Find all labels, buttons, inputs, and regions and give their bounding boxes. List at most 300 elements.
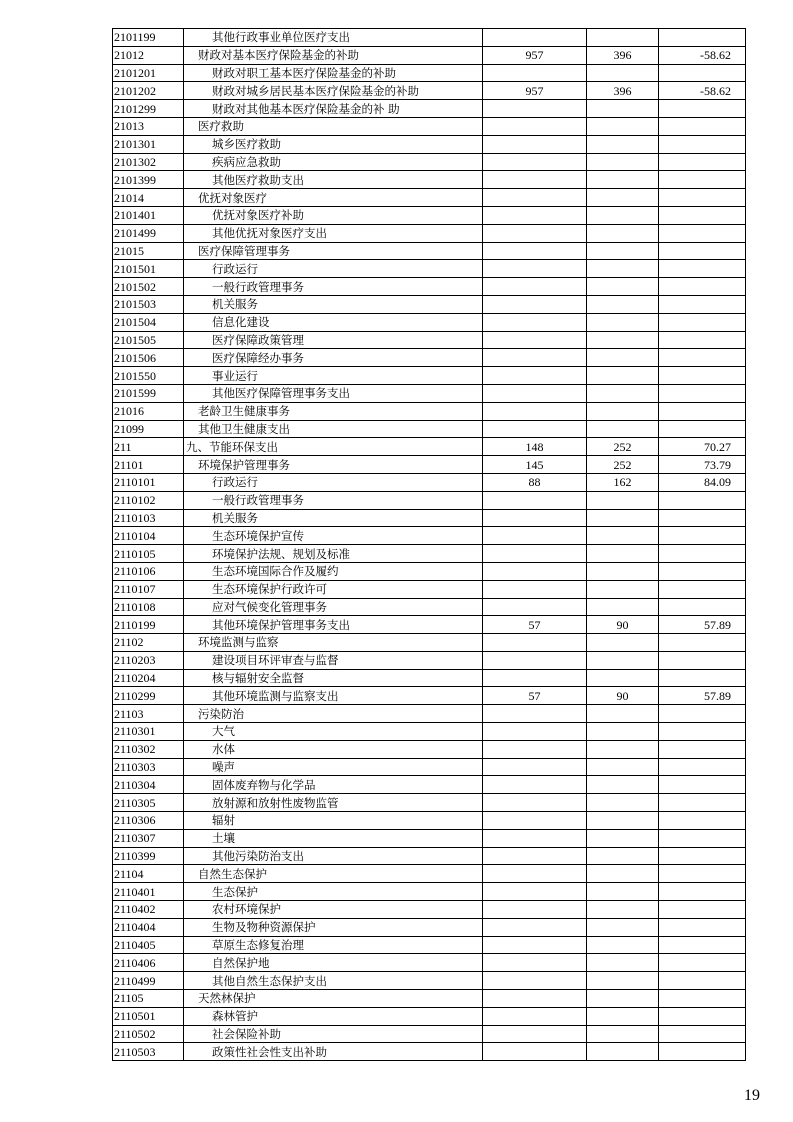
value-cell-3	[659, 420, 746, 438]
value-cell-1	[483, 829, 587, 847]
code-cell: 21102	[113, 634, 184, 652]
value-cell-2	[587, 918, 659, 936]
value-cell-3: 57.89	[659, 687, 746, 705]
table-row	[113, 794, 746, 812]
value-cell-3	[659, 954, 746, 972]
value-cell-2	[587, 420, 659, 438]
value-cell-3	[659, 883, 746, 901]
name-cell: 生态环境保护行政许可	[184, 580, 483, 598]
name-cell: 财政对其他基本医疗保险基金的补 助	[184, 100, 483, 118]
value-cell-1	[483, 758, 587, 776]
table-row	[113, 509, 746, 527]
value-cell-1	[483, 918, 587, 936]
code-cell: 2110101	[113, 473, 184, 491]
value-cell-1: 957	[483, 82, 587, 100]
value-cell-3	[659, 313, 746, 331]
value-cell-1	[483, 331, 587, 349]
name-cell: 土壤	[184, 829, 483, 847]
code-cell: 2101505	[113, 331, 184, 349]
value-cell-2	[587, 242, 659, 260]
name-cell: 医疗保障管理事务	[184, 242, 483, 260]
table-row	[113, 117, 746, 135]
code-cell: 2110503	[113, 1043, 184, 1061]
code-cell: 2110501	[113, 1007, 184, 1025]
table-row	[113, 740, 746, 758]
code-cell: 2101499	[113, 224, 184, 242]
code-cell: 2101301	[113, 135, 184, 153]
table-row	[113, 812, 746, 830]
table-row	[113, 100, 746, 118]
name-cell: 环境保护法规、规划及标准	[184, 545, 483, 563]
code-cell: 2110299	[113, 687, 184, 705]
name-cell: 医疗保障经办事务	[184, 349, 483, 367]
code-cell: 2110399	[113, 847, 184, 865]
table-row	[113, 224, 746, 242]
budget-table	[112, 28, 746, 1061]
value-cell-1	[483, 527, 587, 545]
table-row	[113, 936, 746, 954]
value-cell-1	[483, 723, 587, 741]
value-cell-1	[483, 1025, 587, 1043]
name-cell: 医疗救助	[184, 117, 483, 135]
name-cell: 放射源和放射性废物监管	[184, 794, 483, 812]
name-cell: 生态保护	[184, 883, 483, 901]
table-row	[113, 634, 746, 652]
value-cell-3	[659, 224, 746, 242]
code-cell: 2110301	[113, 723, 184, 741]
value-cell-1	[483, 153, 587, 171]
table-row	[113, 776, 746, 794]
value-cell-1	[483, 954, 587, 972]
value-cell-2	[587, 634, 659, 652]
code-cell: 21101	[113, 456, 184, 474]
value-cell-3	[659, 100, 746, 118]
table-row	[113, 1025, 746, 1043]
code-cell: 211	[113, 438, 184, 456]
value-cell-2	[587, 100, 659, 118]
table-row	[113, 473, 746, 491]
value-cell-2	[587, 580, 659, 598]
table-row	[113, 331, 746, 349]
code-cell: 2101506	[113, 349, 184, 367]
name-cell: 生态环境国际合作及履约	[184, 562, 483, 580]
value-cell-3	[659, 117, 746, 135]
table-row	[113, 829, 746, 847]
value-cell-2	[587, 758, 659, 776]
code-cell: 2110105	[113, 545, 184, 563]
value-cell-3	[659, 865, 746, 883]
value-cell-3	[659, 669, 746, 687]
table-row	[113, 723, 746, 741]
value-cell-1	[483, 794, 587, 812]
value-cell-1	[483, 705, 587, 723]
value-cell-3	[659, 901, 746, 919]
name-cell: 机关服务	[184, 509, 483, 527]
table-row	[113, 972, 746, 990]
value-cell-3	[659, 64, 746, 82]
name-cell: 其他自然生态保护支出	[184, 972, 483, 990]
value-cell-1	[483, 1043, 587, 1061]
code-cell: 2110203	[113, 651, 184, 669]
table-row	[113, 705, 746, 723]
code-cell: 2110304	[113, 776, 184, 794]
table-row	[113, 402, 746, 420]
table-row	[113, 456, 746, 474]
value-cell-2	[587, 865, 659, 883]
code-cell: 2110106	[113, 562, 184, 580]
value-cell-3: 57.89	[659, 616, 746, 634]
name-cell: 医疗保障政策管理	[184, 331, 483, 349]
value-cell-2: 162	[587, 473, 659, 491]
value-cell-3: 84.09	[659, 473, 746, 491]
value-cell-1	[483, 367, 587, 385]
value-cell-1	[483, 812, 587, 830]
value-cell-3	[659, 847, 746, 865]
name-cell: 政策性社会性支出补助	[184, 1043, 483, 1061]
value-cell-3	[659, 776, 746, 794]
code-cell: 2110405	[113, 936, 184, 954]
code-cell: 2101504	[113, 313, 184, 331]
code-cell: 2101202	[113, 82, 184, 100]
name-cell: 其他污染防治支出	[184, 847, 483, 865]
table-row	[113, 349, 746, 367]
table-row	[113, 206, 746, 224]
table-row	[113, 1043, 746, 1061]
code-cell: 2110404	[113, 918, 184, 936]
value-cell-3	[659, 278, 746, 296]
value-cell-1	[483, 135, 587, 153]
name-cell: 城乡医疗救助	[184, 135, 483, 153]
table-row	[113, 545, 746, 563]
code-cell: 2101501	[113, 260, 184, 278]
table-row	[113, 865, 746, 883]
value-cell-2	[587, 189, 659, 207]
value-cell-2	[587, 812, 659, 830]
table-row	[113, 527, 746, 545]
value-cell-1	[483, 64, 587, 82]
name-cell: 建设项目环评审查与监督	[184, 651, 483, 669]
value-cell-1	[483, 598, 587, 616]
table-row	[113, 46, 746, 64]
value-cell-1	[483, 580, 587, 598]
code-cell: 2110204	[113, 669, 184, 687]
value-cell-1	[483, 901, 587, 919]
name-cell: 生态环境保护宣传	[184, 527, 483, 545]
value-cell-3	[659, 171, 746, 189]
value-cell-1	[483, 990, 587, 1008]
name-cell: 污染防治	[184, 705, 483, 723]
value-cell-3	[659, 1025, 746, 1043]
name-cell: 财政对基本医疗保险基金的补助	[184, 46, 483, 64]
name-cell: 其他优抚对象医疗支出	[184, 224, 483, 242]
value-cell-2	[587, 829, 659, 847]
value-cell-2: 90	[587, 616, 659, 634]
value-cell-3	[659, 189, 746, 207]
code-cell: 2110305	[113, 794, 184, 812]
code-cell: 2101299	[113, 100, 184, 118]
name-cell: 一般行政管理事务	[184, 278, 483, 296]
value-cell-3: 73.79	[659, 456, 746, 474]
code-cell: 21012	[113, 46, 184, 64]
value-cell-3	[659, 1043, 746, 1061]
value-cell-1	[483, 29, 587, 47]
value-cell-2	[587, 295, 659, 313]
code-cell: 21099	[113, 420, 184, 438]
code-cell: 2101599	[113, 384, 184, 402]
value-cell-3	[659, 990, 746, 1008]
value-cell-3	[659, 723, 746, 741]
table-row	[113, 901, 746, 919]
name-cell: 自然保护地	[184, 954, 483, 972]
value-cell-2	[587, 901, 659, 919]
code-cell: 2110107	[113, 580, 184, 598]
name-cell: 疾病应急救助	[184, 153, 483, 171]
value-cell-2	[587, 954, 659, 972]
value-cell-2	[587, 990, 659, 1008]
name-cell: 财政对职工基本医疗保险基金的补助	[184, 64, 483, 82]
budget-table-body	[113, 29, 746, 1061]
table-row	[113, 242, 746, 260]
name-cell: 社会保险补助	[184, 1025, 483, 1043]
code-cell: 2110307	[113, 829, 184, 847]
code-cell: 2110303	[113, 758, 184, 776]
value-cell-2	[587, 135, 659, 153]
code-cell: 21104	[113, 865, 184, 883]
value-cell-1	[483, 651, 587, 669]
value-cell-3	[659, 651, 746, 669]
value-cell-2	[587, 64, 659, 82]
code-cell: 2110502	[113, 1025, 184, 1043]
value-cell-3	[659, 349, 746, 367]
name-cell: 行政运行	[184, 473, 483, 491]
value-cell-2	[587, 972, 659, 990]
name-cell: 信息化建设	[184, 313, 483, 331]
code-cell: 21105	[113, 990, 184, 1008]
code-cell: 2110401	[113, 883, 184, 901]
table-row	[113, 758, 746, 776]
table-row	[113, 295, 746, 313]
value-cell-3	[659, 260, 746, 278]
value-cell-2: 90	[587, 687, 659, 705]
name-cell: 其他行政事业单位医疗支出	[184, 29, 483, 47]
code-cell: 2101399	[113, 171, 184, 189]
value-cell-1	[483, 972, 587, 990]
value-cell-1: 148	[483, 438, 587, 456]
name-cell: 固体废弃物与化学品	[184, 776, 483, 794]
value-cell-1	[483, 206, 587, 224]
value-cell-2	[587, 847, 659, 865]
code-cell: 2110199	[113, 616, 184, 634]
table-row	[113, 313, 746, 331]
value-cell-1	[483, 100, 587, 118]
value-cell-3	[659, 331, 746, 349]
value-cell-1	[483, 313, 587, 331]
value-cell-3	[659, 972, 746, 990]
name-cell: 财政对城乡居民基本医疗保险基金的补助	[184, 82, 483, 100]
value-cell-1	[483, 224, 587, 242]
value-cell-1	[483, 278, 587, 296]
value-cell-2: 252	[587, 438, 659, 456]
value-cell-2	[587, 705, 659, 723]
table-row	[113, 651, 746, 669]
table-row	[113, 883, 746, 901]
name-cell: 森林管护	[184, 1007, 483, 1025]
table-row	[113, 616, 746, 634]
code-cell: 21013	[113, 117, 184, 135]
name-cell: 应对气候变化管理事务	[184, 598, 483, 616]
name-cell: 大气	[184, 723, 483, 741]
code-cell: 2101199	[113, 29, 184, 47]
name-cell: 农村环境保护	[184, 901, 483, 919]
name-cell: 其他环境保护管理事务支出	[184, 616, 483, 634]
value-cell-3	[659, 829, 746, 847]
value-cell-2	[587, 651, 659, 669]
value-cell-2	[587, 1043, 659, 1061]
value-cell-1	[483, 936, 587, 954]
name-cell: 核与辐射安全监督	[184, 669, 483, 687]
value-cell-3: 70.27	[659, 438, 746, 456]
name-cell: 环境监测与监察	[184, 634, 483, 652]
page-number: 19	[744, 1087, 760, 1104]
value-cell-3	[659, 491, 746, 509]
code-cell: 21016	[113, 402, 184, 420]
table-row	[113, 687, 746, 705]
table-row	[113, 580, 746, 598]
value-cell-3	[659, 545, 746, 563]
value-cell-1	[483, 491, 587, 509]
name-cell: 一般行政管理事务	[184, 491, 483, 509]
value-cell-2	[587, 260, 659, 278]
value-cell-3	[659, 562, 746, 580]
value-cell-1	[483, 384, 587, 402]
value-cell-3	[659, 29, 746, 47]
value-cell-2	[587, 1007, 659, 1025]
table-row	[113, 562, 746, 580]
value-cell-2	[587, 562, 659, 580]
value-cell-1	[483, 171, 587, 189]
value-cell-1	[483, 634, 587, 652]
name-cell: 机关服务	[184, 295, 483, 313]
value-cell-2	[587, 171, 659, 189]
value-cell-1	[483, 117, 587, 135]
value-cell-2	[587, 509, 659, 527]
value-cell-1	[483, 883, 587, 901]
table-row	[113, 260, 746, 278]
value-cell-1	[483, 847, 587, 865]
value-cell-3	[659, 242, 746, 260]
value-cell-3	[659, 794, 746, 812]
value-cell-1	[483, 740, 587, 758]
value-cell-1	[483, 509, 587, 527]
value-cell-2	[587, 349, 659, 367]
value-cell-2	[587, 491, 659, 509]
code-cell: 21014	[113, 189, 184, 207]
name-cell: 辐射	[184, 812, 483, 830]
value-cell-1	[483, 260, 587, 278]
table-row	[113, 171, 746, 189]
value-cell-2	[587, 669, 659, 687]
code-cell: 21103	[113, 705, 184, 723]
value-cell-2	[587, 313, 659, 331]
value-cell-3: -58.62	[659, 82, 746, 100]
value-cell-2	[587, 740, 659, 758]
value-cell-3	[659, 295, 746, 313]
value-cell-2	[587, 367, 659, 385]
value-cell-3	[659, 1007, 746, 1025]
value-cell-2	[587, 794, 659, 812]
value-cell-2	[587, 331, 659, 349]
name-cell: 老龄卫生健康事务	[184, 402, 483, 420]
name-cell: 自然生态保护	[184, 865, 483, 883]
value-cell-2	[587, 402, 659, 420]
table-row	[113, 1007, 746, 1025]
value-cell-2	[587, 384, 659, 402]
value-cell-2	[587, 224, 659, 242]
table-row	[113, 82, 746, 100]
value-cell-3	[659, 580, 746, 598]
table-row	[113, 847, 746, 865]
code-cell: 2110499	[113, 972, 184, 990]
value-cell-3	[659, 367, 746, 385]
value-cell-3	[659, 705, 746, 723]
name-cell: 草原生态修复治理	[184, 936, 483, 954]
code-cell: 2101550	[113, 367, 184, 385]
code-cell: 2110406	[113, 954, 184, 972]
code-cell: 2110302	[113, 740, 184, 758]
code-cell: 2110108	[113, 598, 184, 616]
code-cell: 2110103	[113, 509, 184, 527]
table-row	[113, 278, 746, 296]
value-cell-3	[659, 135, 746, 153]
name-cell: 噪声	[184, 758, 483, 776]
value-cell-1	[483, 669, 587, 687]
table-row	[113, 438, 746, 456]
value-cell-3	[659, 634, 746, 652]
value-cell-3	[659, 153, 746, 171]
value-cell-1	[483, 295, 587, 313]
code-cell: 2101502	[113, 278, 184, 296]
value-cell-2	[587, 598, 659, 616]
table-row	[113, 135, 746, 153]
value-cell-2	[587, 153, 659, 171]
code-cell: 2101503	[113, 295, 184, 313]
value-cell-3	[659, 527, 746, 545]
table-row	[113, 420, 746, 438]
value-cell-2	[587, 883, 659, 901]
name-cell: 事业运行	[184, 367, 483, 385]
value-cell-1	[483, 865, 587, 883]
value-cell-1: 145	[483, 456, 587, 474]
name-cell: 其他卫生健康支出	[184, 420, 483, 438]
value-cell-3	[659, 812, 746, 830]
value-cell-1	[483, 562, 587, 580]
value-cell-3	[659, 402, 746, 420]
table-row	[113, 384, 746, 402]
table-row	[113, 918, 746, 936]
value-cell-2: 396	[587, 82, 659, 100]
value-cell-1	[483, 349, 587, 367]
value-cell-1: 957	[483, 46, 587, 64]
name-cell: 九、节能环保支出	[184, 438, 483, 456]
table-row	[113, 29, 746, 47]
value-cell-2	[587, 723, 659, 741]
code-cell: 2110402	[113, 901, 184, 919]
name-cell: 行政运行	[184, 260, 483, 278]
name-cell: 优抚对象医疗	[184, 189, 483, 207]
name-cell: 水体	[184, 740, 483, 758]
code-cell: 2110104	[113, 527, 184, 545]
name-cell: 其他医疗救助支出	[184, 171, 483, 189]
